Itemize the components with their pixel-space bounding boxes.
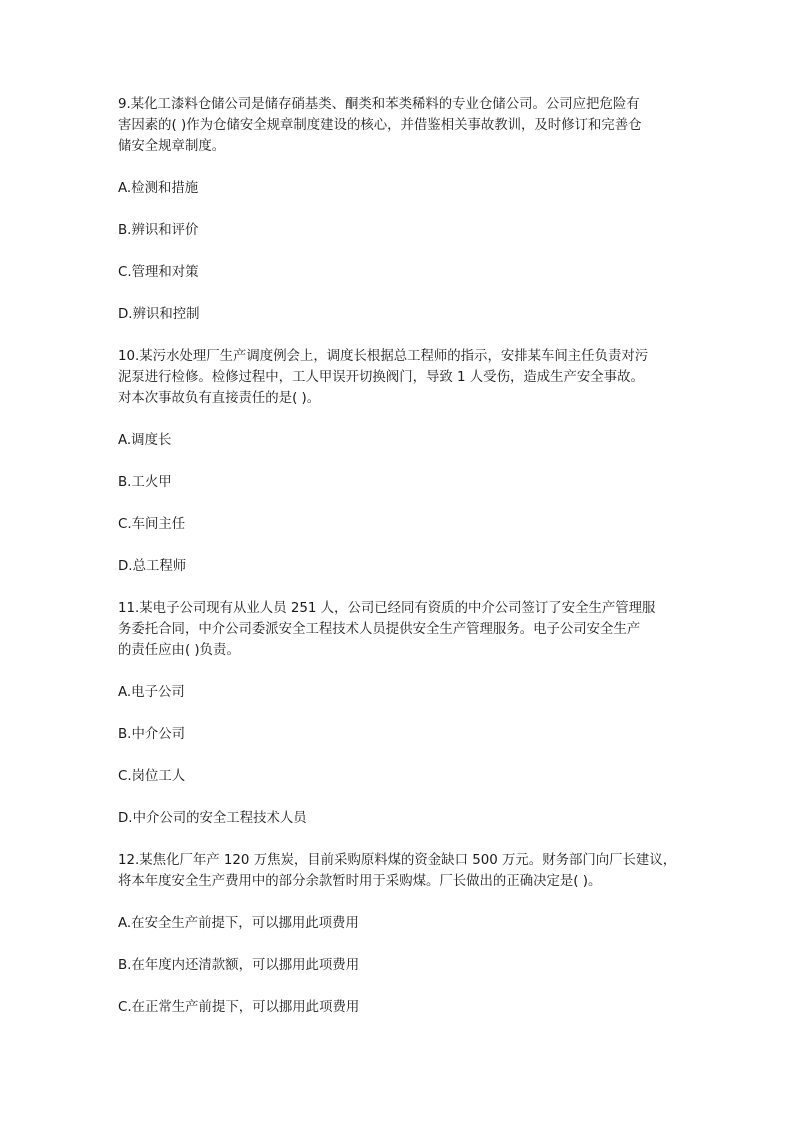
question-11-option-b: B.中介公司 — [118, 727, 186, 742]
document-page — [118, 94, 698, 1018]
question-10-stem: 10.某污水处理厂生产调度例会上，调度长根据总工程师的指示，安排某车间主任负责对污 泥泵进行检修。检修过程中，工人甲误开切换阀门，导致 1 人受伤，造成生产安全事故。 对本次事故负有直接责任的是( )。 — [118, 349, 649, 406]
question-9-option-a: A.检测和措施 — [118, 181, 199, 196]
question-12-option-a: A.在安全生产前提下，可以挪用此项费用 — [118, 916, 359, 931]
question-12-stem: 12.某焦化厂年产 120 万焦炭，目前采购原料煤的资金缺口 500 万元。财务部门向厂长建议， 将本年度安全生产费用中的部分余款暂时用于采购煤。厂长做出的正确决定是( )。 — [118, 853, 677, 889]
question-11-stem: 11.某电子公司现有从业人员 251 人，公司已经同有资质的中介公司签订了安全生产管理服 务委托合同，中介公司委派安全工程技术人员提供安全生产管理服务。电子公司安全生产 的责任应由( )负责。 — [118, 601, 656, 658]
question-11-option-d: D.中介公司的安全工程技术人员 — [118, 811, 307, 826]
question-12-option-b: B.在年度内还清款额，可以挪用此项费用 — [118, 958, 360, 973]
question-10-option-a: A.调度长 — [118, 433, 172, 448]
question-9-option-d: D.辨识和控制 — [118, 307, 200, 322]
question-9-option-b: B.辨识和评价 — [118, 223, 199, 238]
question-10-option-c: C.车间主任 — [118, 517, 186, 532]
question-11-option-c: C.岗位工人 — [118, 769, 186, 784]
question-9-stem: 9.某化工漆料仓储公司是储存硝基类、酮类和苯类稀料的专业仓储公司。公司应把危险有 害因素的( )作为仓储安全规章制度建设的核心，并借鉴相关事故教训，及时修订和完善仓 储安全规章制度。 — [118, 97, 642, 154]
question-10-option-d: D.总工程师 — [118, 559, 187, 574]
question-9-option-c: C.管理和对策 — [118, 265, 199, 280]
question-10-option-b: B.工火甲 — [118, 475, 172, 490]
question-12-option-c: C.在正常生产前提下，可以挪用此项费用 — [118, 1000, 360, 1015]
question-11-option-a: A.电子公司 — [118, 685, 185, 700]
